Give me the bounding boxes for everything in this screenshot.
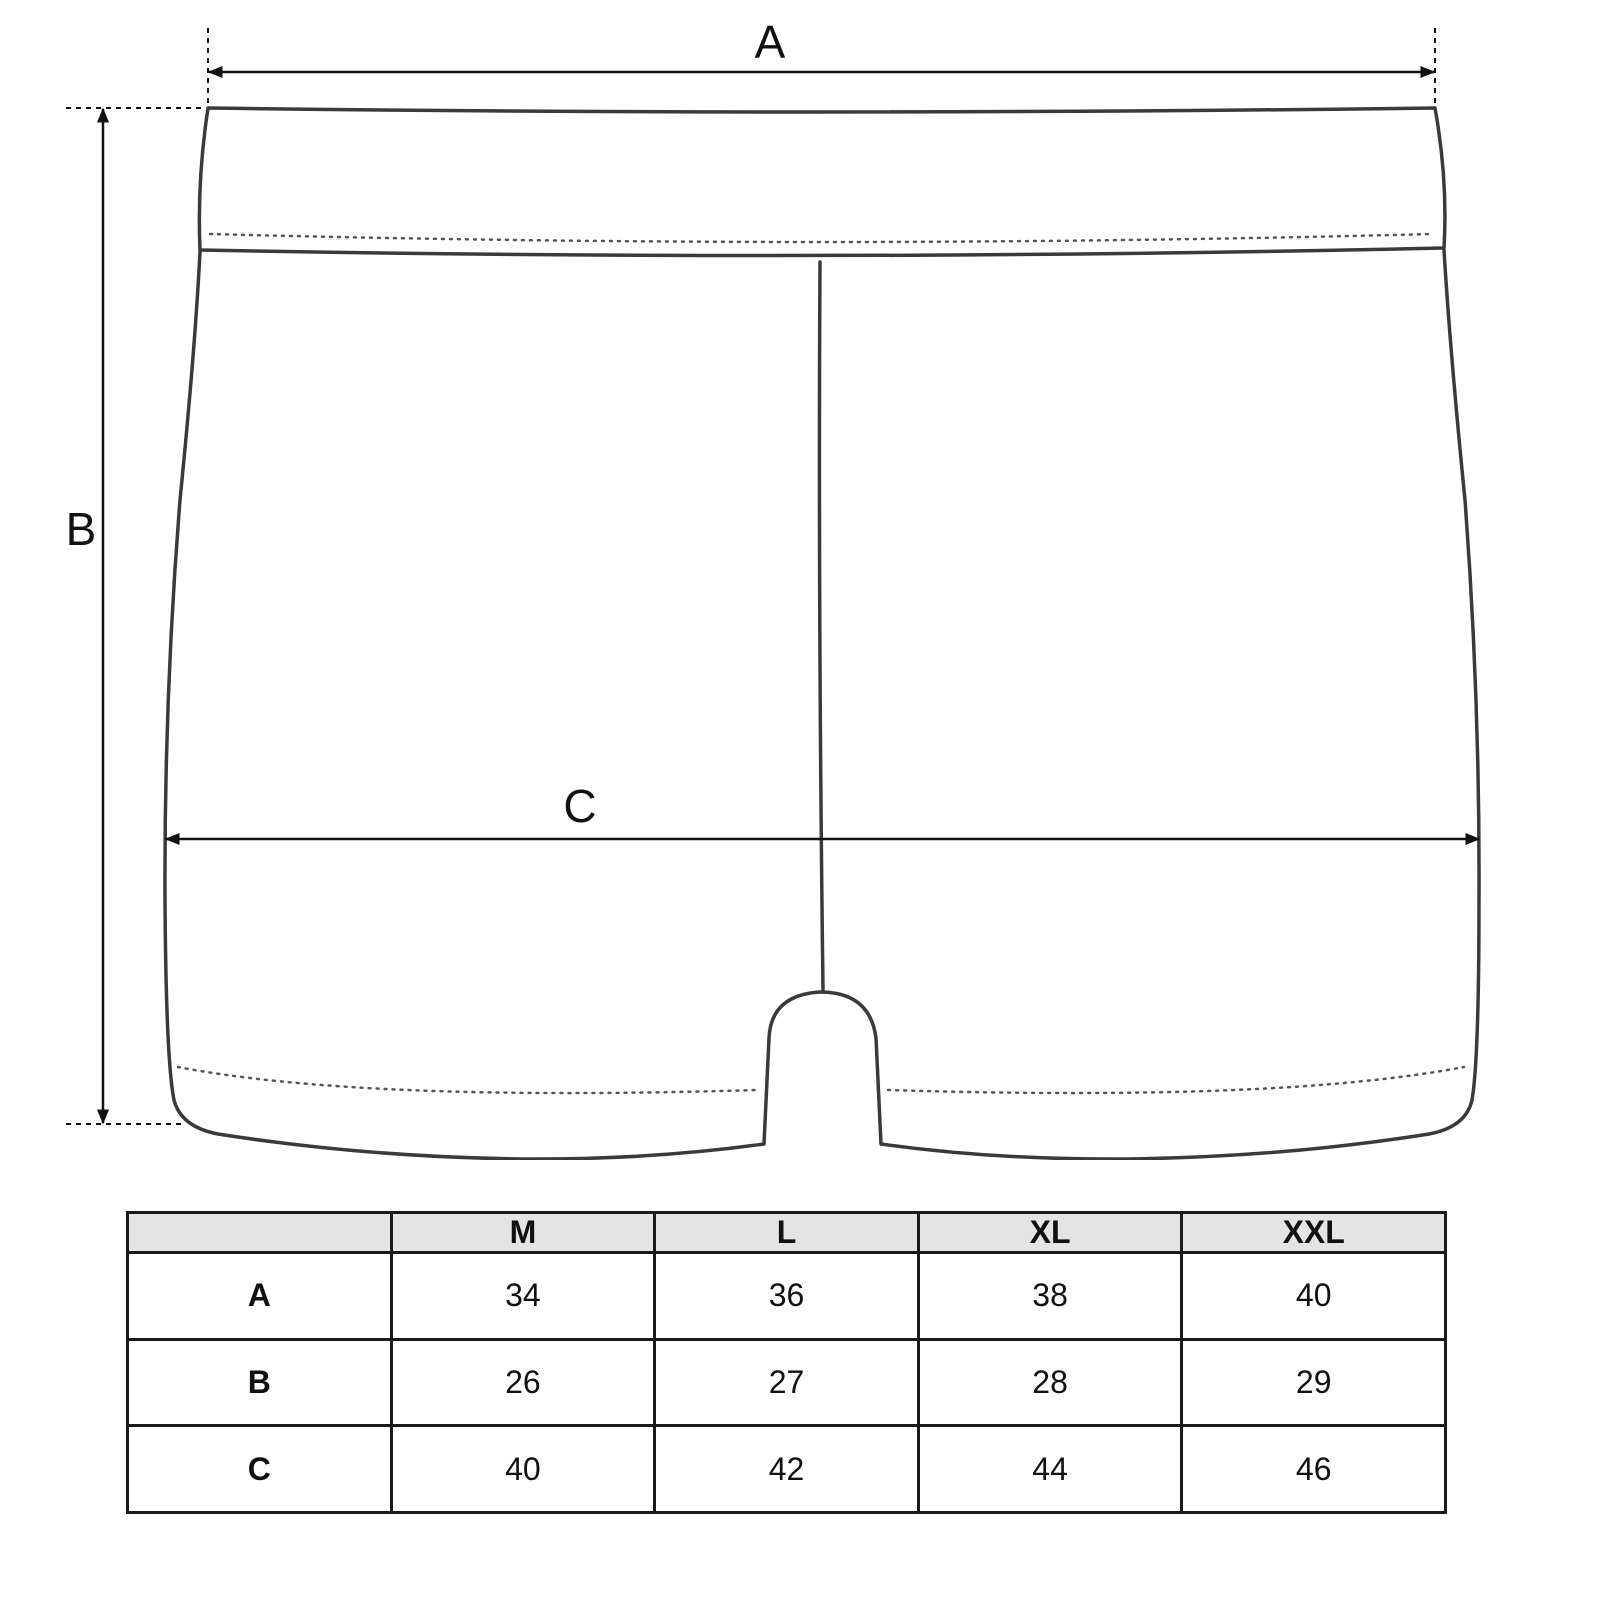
waistband-outline	[199, 108, 1445, 256]
dimension-a-label: A	[754, 16, 786, 68]
size-header-xxl: XXL	[1182, 1213, 1446, 1253]
cell-c-xl: 44	[918, 1426, 1182, 1513]
table-row-b	[128, 1339, 1446, 1426]
cell-a-m: 34	[391, 1253, 655, 1340]
table-corner-cell	[128, 1213, 392, 1253]
size-header-xl: XL	[918, 1213, 1182, 1253]
row-label-b: B	[128, 1339, 392, 1426]
cell-b-l: 27	[655, 1339, 919, 1426]
center-seam	[819, 262, 823, 990]
cell-b-m: 26	[391, 1339, 655, 1426]
cell-c-m: 40	[391, 1426, 655, 1513]
table-row-a	[128, 1253, 1446, 1340]
dimension-b	[66, 108, 206, 1124]
dimension-b-label: B	[65, 503, 97, 555]
cell-a-l: 36	[655, 1253, 919, 1340]
cell-a-xxl: 40	[1182, 1253, 1446, 1340]
size-chart-table	[126, 1211, 1447, 1514]
dimension-a	[208, 16, 1435, 106]
shorts-outline	[165, 108, 1479, 1159]
right-hem-stitch	[888, 1067, 1464, 1093]
dimension-c-label: C	[563, 780, 597, 832]
size-header-row	[128, 1213, 1446, 1253]
table-row-c	[128, 1426, 1446, 1513]
cell-b-xxl: 29	[1182, 1339, 1446, 1426]
size-header-l: L	[655, 1213, 919, 1253]
size-header-m: M	[391, 1213, 655, 1253]
left-hem-stitch	[178, 1067, 756, 1093]
row-label-c: C	[128, 1426, 392, 1513]
shorts-body-outline	[165, 250, 1479, 1159]
waistband-stitch	[210, 234, 1432, 242]
cell-c-xxl: 46	[1182, 1426, 1446, 1513]
row-label-a: A	[128, 1253, 392, 1340]
cell-a-xl: 38	[918, 1253, 1182, 1340]
cell-c-l: 42	[655, 1426, 919, 1513]
cell-b-xl: 28	[918, 1339, 1182, 1426]
